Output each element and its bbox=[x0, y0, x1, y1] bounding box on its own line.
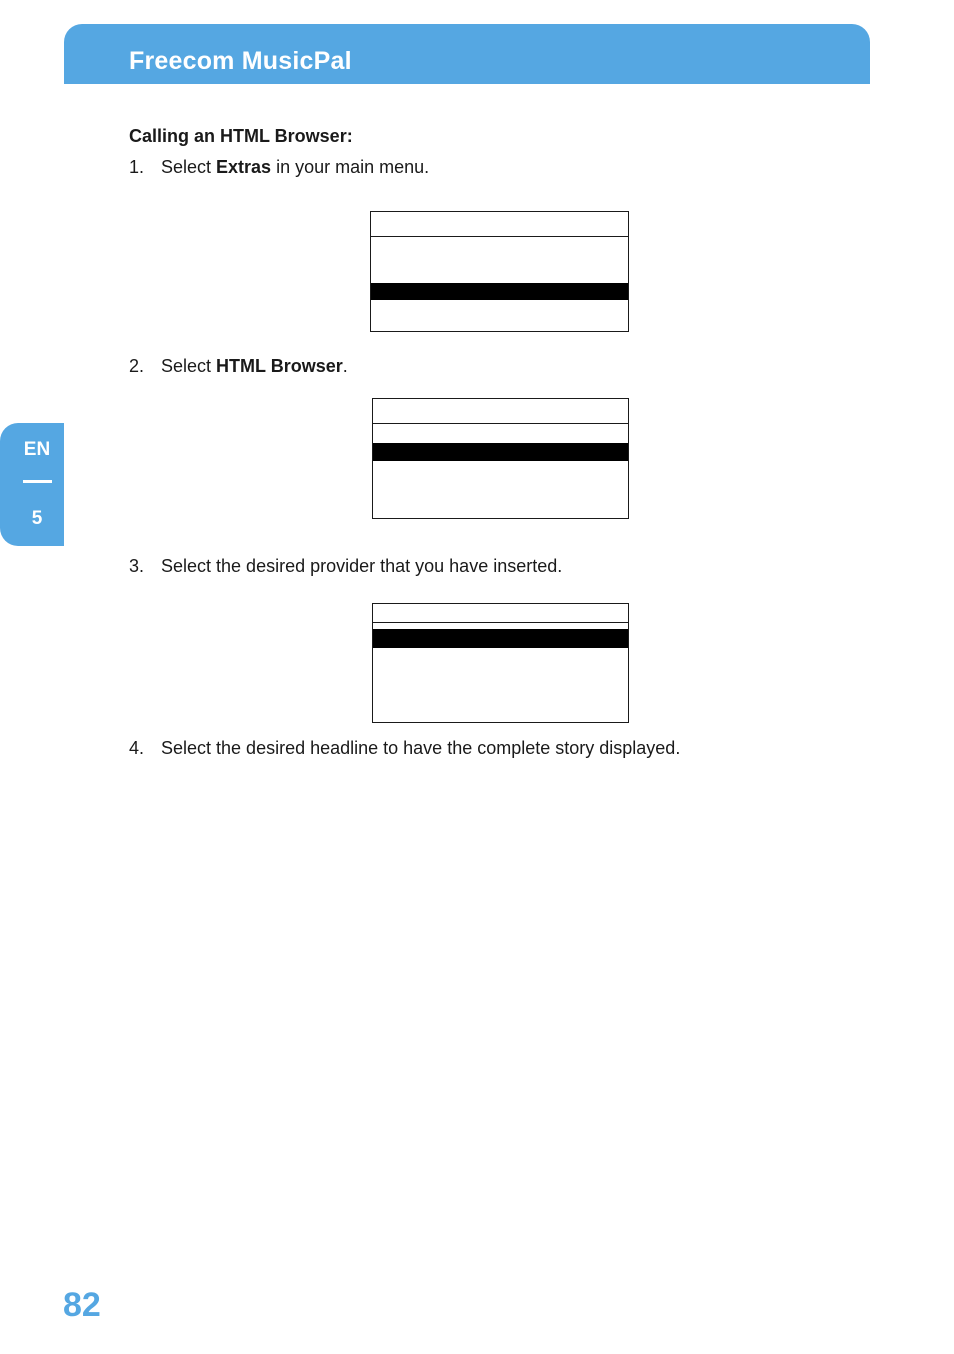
chapter-side-tab bbox=[0, 423, 64, 546]
side-tab-divider bbox=[23, 480, 52, 483]
section-heading: Calling an HTML Browser: bbox=[129, 126, 353, 146]
screen-selection-highlight bbox=[373, 443, 628, 461]
device-screen-main-menu bbox=[370, 211, 629, 332]
device-screen-provider-list bbox=[372, 603, 629, 723]
step-number: 1. bbox=[129, 157, 145, 177]
step-text: Select the desired provider that you have inserted. bbox=[161, 556, 563, 576]
device-screen-extras-menu bbox=[372, 398, 629, 519]
page-number: 82 bbox=[63, 1286, 101, 1324]
screen-title-divider bbox=[371, 236, 628, 237]
step-number: 2. bbox=[129, 356, 145, 376]
step-1 bbox=[129, 157, 429, 178]
step-4 bbox=[129, 738, 680, 759]
step-3 bbox=[129, 556, 562, 577]
step-keyword: HTML Browser bbox=[216, 356, 343, 376]
step-text: in your main menu. bbox=[271, 157, 430, 177]
screen-title-divider bbox=[373, 622, 628, 623]
screen-selection-highlight bbox=[371, 283, 628, 300]
step-2 bbox=[129, 356, 348, 377]
header-title: Freecom MusicPal bbox=[129, 47, 352, 75]
step-number: 3. bbox=[129, 556, 145, 576]
chapter-number: 5 bbox=[31, 508, 43, 529]
screen-title-divider bbox=[373, 423, 628, 424]
step-text: . bbox=[342, 356, 348, 376]
step-text: Select the desired headline to have the complete story displayed. bbox=[161, 738, 681, 758]
step-number: 4. bbox=[129, 738, 145, 758]
step-text: Select bbox=[161, 356, 217, 376]
screen-selection-highlight bbox=[373, 629, 628, 648]
language-label: EN bbox=[23, 439, 51, 460]
step-keyword: Extras bbox=[216, 157, 272, 177]
step-text: Select bbox=[161, 157, 217, 177]
